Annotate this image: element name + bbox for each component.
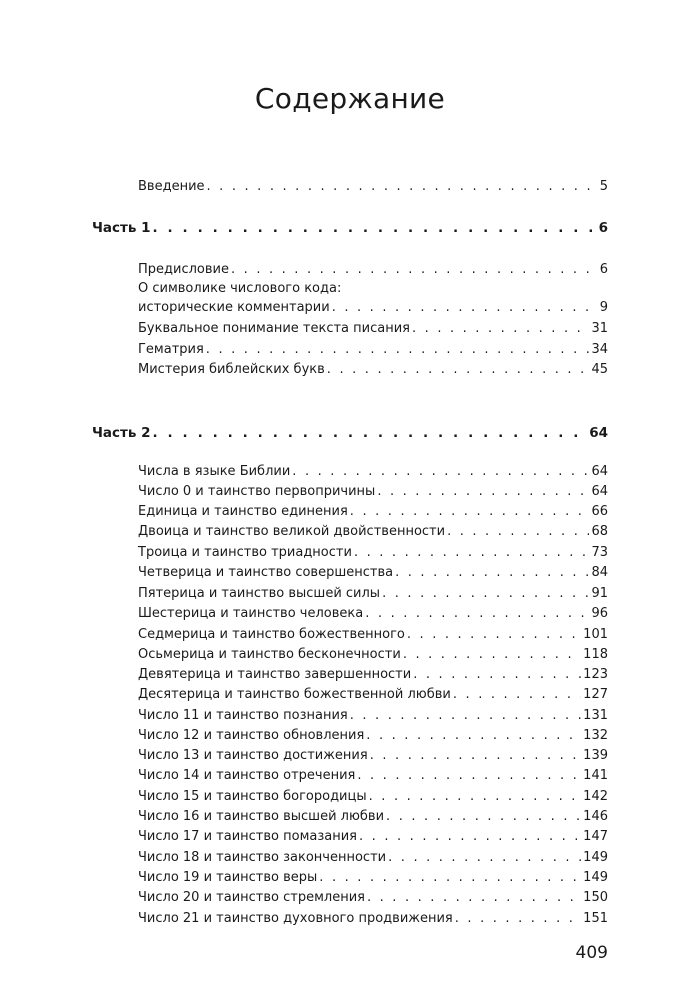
toc-entry-page: 101 bbox=[583, 627, 608, 642]
dot-leader bbox=[366, 727, 581, 745]
toc-entry-page: 45 bbox=[591, 362, 608, 377]
dot-leader bbox=[367, 889, 581, 907]
dot-leader bbox=[369, 788, 582, 806]
toc-entry[interactable] bbox=[138, 626, 608, 646]
toc-entry[interactable] bbox=[138, 686, 608, 706]
toc-entry-label: исторические комментарии bbox=[138, 300, 330, 315]
toc-entry-label: Введение bbox=[138, 179, 205, 194]
toc-entry-label: Предисловие bbox=[138, 262, 229, 277]
page-number: 409 bbox=[575, 943, 608, 963]
dot-leader bbox=[365, 605, 589, 623]
dot-leader bbox=[407, 626, 581, 644]
toc-entry-page: 6 bbox=[599, 262, 608, 277]
toc-entry-label: Число 19 и таинство веры bbox=[138, 870, 318, 885]
toc-entry[interactable] bbox=[138, 767, 608, 787]
toc-entry[interactable] bbox=[138, 707, 608, 727]
toc-entry-label: Десятерица и таинство божественной любви bbox=[138, 687, 451, 702]
toc-entry-page: 132 bbox=[583, 728, 608, 743]
toc-entry-label: Число 21 и таинство духовного продвижения bbox=[138, 911, 453, 926]
toc-entry[interactable] bbox=[138, 828, 608, 848]
toc-entry-page: 127 bbox=[583, 687, 608, 702]
toc-entry-label: Шестерица и таинство человека bbox=[138, 606, 364, 621]
toc-entry-page: 34 bbox=[591, 342, 608, 357]
toc-entry[interactable] bbox=[138, 869, 608, 889]
dot-leader bbox=[455, 910, 581, 928]
dot-leader bbox=[350, 707, 581, 725]
page-title: Содержание bbox=[254, 82, 446, 115]
dot-leader bbox=[231, 261, 598, 279]
dot-leader bbox=[319, 869, 581, 887]
toc-entry-label: Четверица и таинство совершенства bbox=[138, 565, 394, 580]
toc-entry[interactable] bbox=[138, 341, 608, 361]
toc-entry-label: Число 18 и таинство законченности bbox=[138, 850, 387, 865]
dot-leader bbox=[359, 828, 581, 846]
dot-leader bbox=[207, 178, 598, 196]
toc-entry-label: Число 16 и таинство высшей любви bbox=[138, 809, 385, 824]
toc-entry-label: Число 15 и таинство богородицы bbox=[138, 789, 367, 804]
dot-leader bbox=[152, 219, 596, 237]
dot-leader bbox=[152, 424, 587, 442]
toc-entry-page: 84 bbox=[591, 565, 608, 580]
toc-entry[interactable] bbox=[138, 889, 608, 909]
toc-entry-label: Число 13 и таинство достижения bbox=[138, 748, 368, 763]
dot-leader bbox=[206, 341, 590, 359]
dot-leader bbox=[412, 320, 589, 338]
dot-leader bbox=[453, 686, 581, 704]
toc-entry-page: 73 bbox=[591, 545, 608, 560]
toc-entry-intro[interactable] bbox=[138, 178, 608, 198]
toc-entry[interactable] bbox=[138, 361, 608, 381]
toc-entry-label: Гематрия bbox=[138, 342, 204, 357]
toc-part-page: 6 bbox=[598, 220, 608, 236]
toc-entry-label: Число 0 и таинство первопричины bbox=[138, 484, 376, 499]
toc-entry[interactable] bbox=[138, 605, 608, 625]
dot-leader bbox=[332, 299, 598, 317]
dot-leader bbox=[388, 849, 581, 867]
toc-entry-page: 9 bbox=[599, 300, 608, 315]
toc-entry[interactable] bbox=[138, 747, 608, 767]
toc-entry-page: 96 bbox=[591, 606, 608, 621]
toc-part-1[interactable] bbox=[92, 219, 608, 239]
toc-entry[interactable] bbox=[138, 503, 608, 523]
toc-entry[interactable] bbox=[138, 808, 608, 828]
toc-part-label: Часть 1 bbox=[92, 220, 151, 236]
toc-entry-label: Двоица и таинство великой двойственности bbox=[138, 524, 446, 539]
toc-entry-page: 139 bbox=[583, 748, 608, 763]
toc-entry[interactable] bbox=[138, 727, 608, 747]
toc-entry-label: Число 12 и таинство обновления bbox=[138, 728, 365, 743]
toc-entry-page: 64 bbox=[591, 484, 608, 499]
dot-leader bbox=[327, 361, 590, 379]
toc-entry[interactable] bbox=[138, 849, 608, 869]
toc-entry-label: Пятерица и таинство высшей силы bbox=[138, 586, 381, 601]
dot-leader bbox=[413, 666, 581, 684]
toc-entry[interactable] bbox=[138, 666, 608, 686]
toc-entry[interactable] bbox=[138, 320, 608, 340]
dot-leader bbox=[350, 503, 590, 521]
toc-entry-wrapped-line[interactable]: О символике числового кода: bbox=[138, 281, 342, 296]
toc-part-page: 64 bbox=[589, 425, 608, 441]
dot-leader bbox=[354, 544, 590, 562]
toc-entry-label: Троица и таинство триадности bbox=[138, 545, 352, 560]
dot-leader bbox=[447, 523, 589, 541]
toc-entry-page: 68 bbox=[591, 524, 608, 539]
toc-entry-label: Число 20 и таинство стремления bbox=[138, 890, 365, 905]
toc-entry-label: Единица и таинство единения bbox=[138, 504, 348, 519]
toc-part-label: Часть 2 bbox=[92, 425, 151, 441]
toc-entry[interactable] bbox=[138, 463, 608, 483]
dot-leader bbox=[357, 767, 581, 785]
toc-entry-label: Мистерия библейских букв bbox=[138, 362, 325, 377]
toc-entry-label: Осьмерица и таинство бесконечности bbox=[138, 647, 401, 662]
toc-entry-label: Числа в языке Библии bbox=[138, 464, 291, 479]
toc-entry[interactable] bbox=[138, 646, 608, 666]
toc-entry[interactable] bbox=[138, 299, 608, 319]
toc-entry-label: Число 17 и таинство помазания bbox=[138, 829, 357, 844]
toc-entry-page: 131 bbox=[583, 708, 608, 723]
toc-entry-label: Девятерица и таинство завершенности bbox=[138, 667, 412, 682]
toc-entry-page: 66 bbox=[591, 504, 608, 519]
toc-entry-page: 31 bbox=[591, 321, 608, 336]
toc-entry-label: Число 11 и таинство познания bbox=[138, 708, 348, 723]
dot-leader bbox=[395, 564, 589, 582]
toc-entry-label: Число 14 и таинство отречения bbox=[138, 768, 356, 783]
toc-entry-page: 150 bbox=[583, 890, 608, 905]
toc-entry[interactable] bbox=[138, 261, 608, 281]
toc-entry-label: Седмерица и таинство божественного bbox=[138, 627, 405, 642]
toc-entry-page: 91 bbox=[591, 586, 608, 601]
dot-leader bbox=[403, 646, 581, 664]
toc-entry-page: 149 bbox=[583, 870, 608, 885]
toc-entry[interactable] bbox=[138, 788, 608, 808]
toc-entry-page: 149 bbox=[583, 850, 608, 865]
toc-entry-page: 64 bbox=[591, 464, 608, 479]
toc-entry[interactable] bbox=[138, 523, 608, 543]
toc-entry-page: 151 bbox=[583, 911, 608, 926]
toc-entry[interactable] bbox=[138, 483, 608, 503]
toc-entry-page: 142 bbox=[583, 789, 608, 804]
toc-entry[interactable] bbox=[138, 564, 608, 584]
toc-entry[interactable] bbox=[138, 910, 608, 930]
dot-leader bbox=[370, 747, 581, 765]
toc-entry-page: 123 bbox=[583, 667, 608, 682]
toc-entry-page: 147 bbox=[583, 829, 608, 844]
dot-leader bbox=[377, 483, 589, 501]
dot-leader bbox=[382, 585, 589, 603]
toc-part-2[interactable] bbox=[92, 424, 608, 444]
toc-entry-page: 146 bbox=[583, 809, 608, 824]
dot-leader bbox=[386, 808, 581, 826]
toc-entry-page: 5 bbox=[599, 179, 608, 194]
toc-entry[interactable] bbox=[138, 585, 608, 605]
toc-entry-page: 141 bbox=[583, 768, 608, 783]
dot-leader bbox=[292, 463, 589, 481]
toc-entry-label: Буквальное понимание текста писания bbox=[138, 321, 410, 336]
toc-entry[interactable] bbox=[138, 544, 608, 564]
toc-entry-page: 118 bbox=[583, 647, 608, 662]
